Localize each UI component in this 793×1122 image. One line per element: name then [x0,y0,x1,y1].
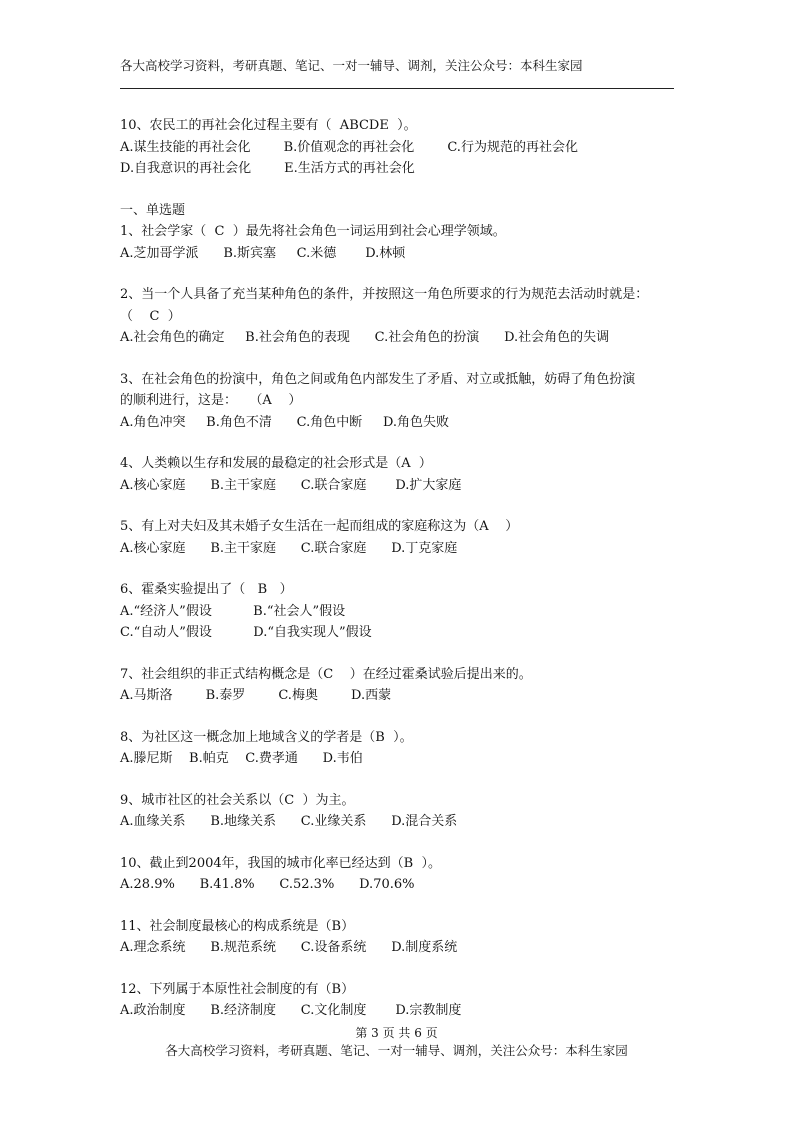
question-stem: 10、截止到2004年，我国的城市化率已经达到（B ）。 [120,855,441,871]
question-block [120,453,680,496]
question-stem: 5、有上对夫妇及其未婚子女生活在一起而组成的家庭称这为（A ） [120,519,519,534]
question-block [120,664,680,707]
question-stem-continued: （ C ） [120,308,181,324]
question-stem: 8、为社区这一概念加上地域含义的学者是（B ）。 [120,729,413,745]
question-stem: 11、社会制度最核心的构成系统是（B） [120,918,355,934]
header-divider [120,88,674,89]
question-block [120,916,680,959]
section-title: 一、单选题 [120,202,186,218]
page-header: 各大高校学习资料，考研真题、笔记、一对一辅导、调剂，关注公众号：本科生家园 [120,58,583,73]
question-block [120,369,680,434]
question-block [120,516,680,559]
question-stem: 6、霍桑实验提出了（ B ） [120,582,293,597]
question-stem: 7、社会组织的非正式结构概念是（C ）在经过霍桑试验后提出来的。 [120,666,532,682]
question-stem: 1、社会学家（ C ）最先将社会角色一词运用到社会心理学领域。 [120,224,506,239]
question-options: A.理念系统 B.规范系统 C.设备系统 D.制度系统 [120,940,458,955]
question-options: A.芝加哥学派 B.斯宾塞 C.米德 D.林顿 [120,245,406,261]
question-stem-continued: 的顺利进行，这是： （A ） [120,393,302,408]
question-stem: 2、当一个人具备了充当某种角色的条件，并按照这一角色所要求的行为规范去活动时就是： [120,287,649,302]
question-block [120,790,680,833]
question-options: A.28.9% B.41.8% C.52.3% D.70.6% [120,877,415,892]
question-stem: 3、在社会角色的扮演中，角色之间或角色内部发生了矛盾、对立或抵触，妨碍了角色扮演 [120,371,636,387]
question-options: A.政治制度 B.经济制度 C.文化制度 D.宗教制度 [120,1003,462,1018]
question-stem: 12、下列属于本原性社会制度的有（B） [120,981,355,997]
question-options: A.社会角色的确定 B.社会角色的表现 C.社会角色的扮演 D.社会角色的失调 [120,330,610,345]
question-options: A.“经济人”假设 B.“社会人”假设 [120,603,346,619]
question-options: A.马斯洛 B.泰罗 C.梅奥 D.西蒙 [120,688,392,703]
question-options: A.滕尼斯 B.帕克 C.费孝通 D.韦伯 [120,751,363,766]
document-body [120,115,680,1042]
question-block [120,853,680,896]
question-block [120,115,680,180]
question-stem: 4、人类赖以生存和发展的最稳定的社会形式是（A ） [120,456,432,471]
page-number: 第 3 页 共 6 页 [355,1026,438,1040]
question-stem: 10、农民工的再社会化过程主要有（ ABCDE ）。 [120,118,417,133]
question-options: A.核心家庭 B.主干家庭 C.联合家庭 D.丁克家庭 [120,540,458,556]
question-block [120,727,680,770]
question-block [120,979,680,1022]
question-options: A.血缘关系 B.地缘关系 C.业缘关系 D.混合关系 [120,814,458,829]
question-options: A.角色冲突 B.角色不清 C.角色中断 D.角色失败 [120,414,450,430]
question-block [120,284,680,349]
question-stem: 9、城市社区的社会关系以（C ）为主。 [120,792,355,808]
page-footer: 各大高校学习资料，考研真题、笔记、一对一辅导、调剂，关注公众号：本科生家园 [165,1043,628,1058]
question-block [120,579,680,644]
question-options: A.核心家庭 B.主干家庭 C.联合家庭 D.扩大家庭 [120,477,462,493]
question-options: A.谋生技能的再社会化 B.价值观念的再社会化 C.行为规范的再社会化 [120,139,578,155]
question-options: C.“自动人”假设 D.“自我实现人”假设 [120,625,372,640]
question-options: D.自我意识的再社会化 E.生活方式的再社会化 [120,161,415,176]
question-block [120,221,680,264]
